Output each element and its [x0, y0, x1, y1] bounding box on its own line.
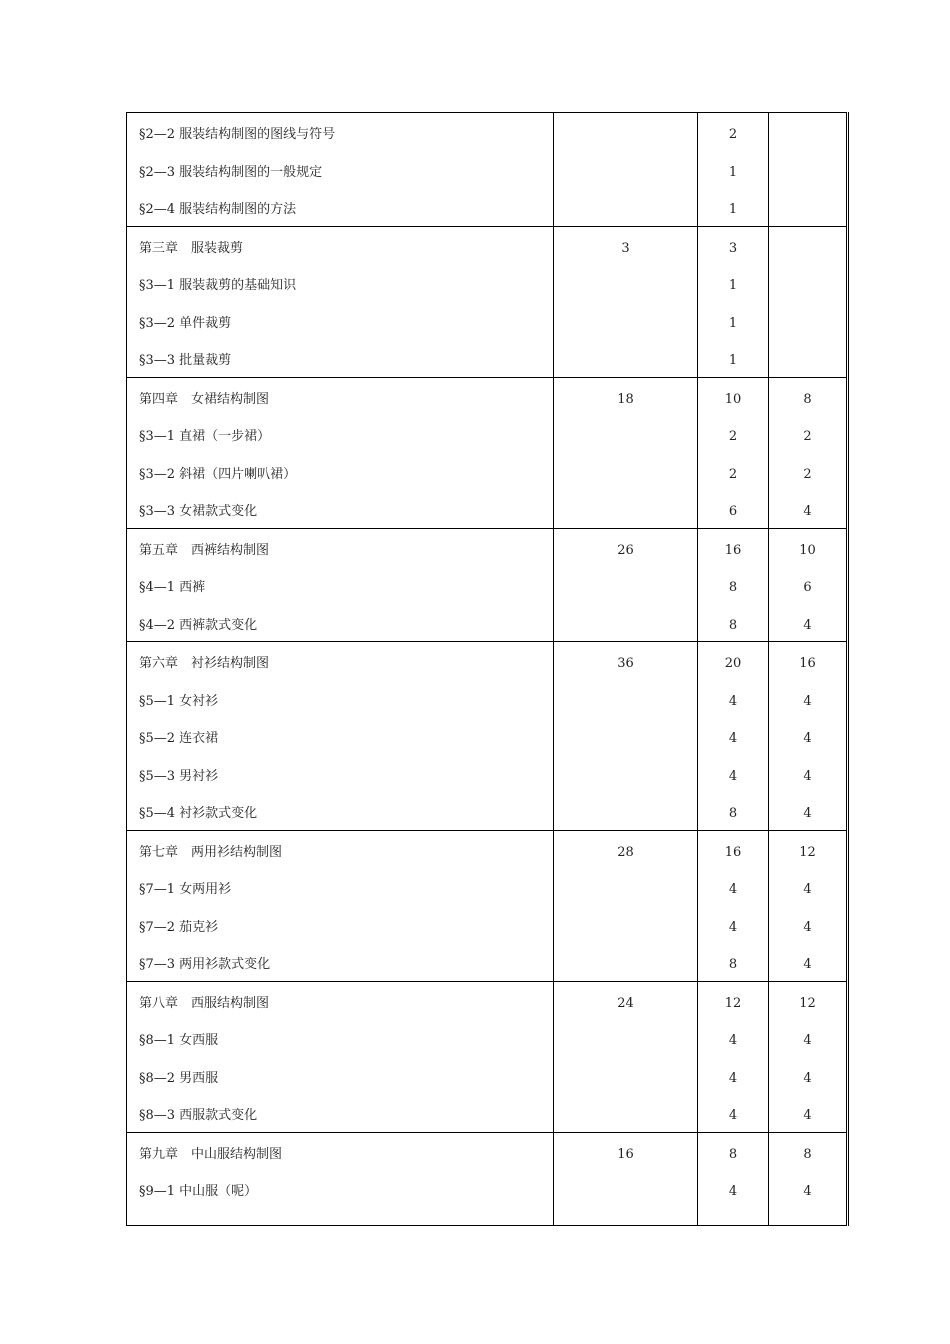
hours-value: 16 [799, 656, 816, 671]
hours-value [554, 1057, 697, 1095]
hours-value: 4 [803, 731, 812, 746]
topic-cell [127, 1132, 554, 1225]
hours-value [554, 792, 697, 830]
hours-value: 8 [728, 617, 738, 633]
topic-line: §5—4 衬衫款式变化 [139, 806, 258, 821]
practice-hours-cell [769, 528, 848, 642]
table-row [127, 830, 848, 981]
hours-value: 3 [728, 240, 738, 256]
hours-value [554, 1170, 697, 1208]
hours-value [554, 1019, 697, 1057]
curriculum-hours-table [126, 112, 849, 1226]
hours-value [554, 717, 697, 755]
hours-value [554, 868, 697, 906]
hours-value: 4 [803, 617, 812, 633]
topic-cell [127, 830, 554, 981]
hours-value: 6 [728, 504, 738, 519]
hours-value: 8 [728, 806, 738, 821]
hours-value [769, 339, 846, 377]
hours-value: 4 [803, 806, 812, 821]
hours-value [554, 415, 697, 453]
hours-value: 16 [724, 844, 742, 860]
hours-value: 1 [728, 315, 738, 331]
topic-line: 第八章 西服结构制图 [139, 995, 270, 1011]
theory-hours-cell [698, 1132, 769, 1225]
hours-value: 10 [724, 391, 742, 407]
hours-value: 4 [728, 882, 738, 897]
hours-value: 4 [803, 504, 812, 519]
hours-value [554, 566, 697, 604]
topic-line: 第七章 两用衫结构制图 [139, 844, 283, 860]
topic-line: §7—2 茄克衫 [139, 919, 219, 935]
table-row [127, 113, 848, 227]
hours-value [554, 264, 697, 302]
topic-line: §8—3 西服款式变化 [139, 1108, 258, 1123]
total-hours-cell [554, 981, 698, 1132]
total-hours-cell [554, 226, 698, 377]
hours-value [554, 906, 697, 944]
topic-line: §9—1 中山服（呢） [139, 1184, 258, 1199]
practice-hours-cell [769, 981, 848, 1132]
practice-hours-cell [769, 1132, 848, 1225]
hours-value: 18 [617, 391, 634, 407]
table-body [127, 113, 848, 1226]
hours-value: 12 [724, 995, 742, 1011]
hours-value: 4 [728, 731, 738, 746]
total-hours-cell [554, 1132, 698, 1225]
theory-hours-cell [698, 113, 769, 227]
topic-cell [127, 113, 554, 227]
hours-value: 4 [803, 1033, 812, 1048]
hours-value: 8 [803, 391, 812, 407]
hours-value [769, 302, 846, 340]
hours-value [554, 453, 697, 491]
hours-value [769, 151, 846, 189]
hours-value [554, 680, 697, 718]
hours-value: 8 [728, 580, 738, 595]
topic-line: §5—3 男衬衫 [139, 768, 219, 784]
topic-line: §4—2 西裤款式变化 [139, 617, 258, 633]
theory-hours-cell [698, 528, 769, 642]
topic-line: §5—2 连衣裙 [139, 731, 219, 746]
hours-value: 20 [724, 656, 742, 671]
total-hours-cell [554, 528, 698, 642]
hours-value: 28 [617, 844, 634, 860]
hours-value: 10 [799, 542, 816, 558]
hours-value: 4 [803, 1070, 812, 1086]
hours-value: 4 [803, 882, 812, 897]
topic-cell [127, 226, 554, 377]
table-row [127, 981, 848, 1132]
hours-value [554, 490, 697, 528]
topic-line: §3—1 服装裁剪的基础知识 [139, 278, 297, 293]
hours-value: 3 [621, 240, 630, 256]
topic-cell [127, 377, 554, 528]
hours-value: 4 [803, 768, 812, 784]
topic-line: 第五章 西裤结构制图 [139, 542, 270, 558]
hours-value: 6 [803, 580, 812, 595]
topic-line: §3—2 单件裁剪 [139, 315, 232, 331]
topic-line: §8—2 男西服 [139, 1070, 219, 1086]
hours-value: 8 [728, 1146, 738, 1162]
hours-value: 1 [728, 278, 738, 293]
table-row [127, 642, 848, 831]
topic-line: §2—3 服装结构制图的一般规定 [139, 164, 323, 180]
practice-hours-cell [769, 377, 848, 528]
hours-value [554, 755, 697, 793]
hours-value [554, 1094, 697, 1132]
hours-value: 8 [728, 957, 738, 972]
hours-value [769, 113, 846, 151]
hours-value [554, 604, 697, 642]
hours-value [769, 227, 846, 265]
hours-value: 12 [799, 995, 816, 1011]
topic-line: 第四章 女裙结构制图 [139, 391, 270, 407]
total-hours-cell [554, 830, 698, 981]
total-hours-cell [554, 377, 698, 528]
hours-value: 4 [728, 1184, 738, 1199]
table-row [127, 528, 848, 642]
hours-value [769, 188, 846, 226]
hours-value: 4 [803, 1184, 812, 1199]
hours-value [554, 302, 697, 340]
topic-line: §3—2 斜裙（四片喇叭裙） [139, 466, 297, 482]
hours-value: 4 [803, 693, 812, 709]
topic-cell [127, 528, 554, 642]
hours-value: 4 [728, 1070, 738, 1086]
theory-hours-cell [698, 226, 769, 377]
hours-value: 2 [728, 127, 738, 142]
hours-value [554, 339, 697, 377]
hours-value: 12 [799, 844, 816, 860]
hours-value: 4 [803, 919, 812, 935]
topic-line: 第六章 衬衫结构制图 [139, 656, 270, 671]
theory-hours-cell [698, 981, 769, 1132]
practice-hours-cell [769, 830, 848, 981]
table-row [127, 226, 848, 377]
hours-value: 1 [728, 353, 738, 368]
hours-value: 2 [803, 466, 812, 482]
hours-value: 26 [617, 542, 634, 558]
hours-value: 4 [728, 1033, 738, 1048]
hours-value: 4 [728, 919, 738, 935]
topic-line: §5—1 女衬衫 [139, 693, 219, 709]
topic-line: §7—3 两用衫款式变化 [139, 957, 271, 972]
theory-hours-cell [698, 830, 769, 981]
hours-value [554, 188, 697, 226]
practice-hours-cell [769, 642, 848, 831]
topic-line: §7—1 女两用衫 [139, 882, 232, 897]
hours-value: 1 [728, 164, 738, 180]
hours-value: 16 [724, 542, 742, 558]
hours-value: 4 [803, 1108, 812, 1123]
hours-value: 2 [728, 429, 738, 444]
hours-value: 4 [728, 768, 738, 784]
hours-value [554, 113, 697, 151]
hours-value: 4 [728, 1108, 738, 1123]
topic-cell [127, 981, 554, 1132]
hours-value [769, 264, 846, 302]
total-hours-cell [554, 113, 698, 227]
theory-hours-cell [698, 377, 769, 528]
hours-value: 1 [728, 202, 738, 217]
topic-line: 第九章 中山服结构制图 [139, 1146, 283, 1162]
hours-value: 2 [803, 429, 812, 444]
practice-hours-cell [769, 226, 848, 377]
theory-hours-cell [698, 642, 769, 831]
hours-value: 8 [803, 1146, 812, 1162]
topic-line: 第三章 服装裁剪 [139, 240, 244, 256]
topic-cell [127, 642, 554, 831]
hours-value: 4 [728, 693, 738, 709]
table-row [127, 1132, 848, 1225]
topic-line: §3—3 批量裁剪 [139, 353, 232, 368]
hours-value [554, 943, 697, 981]
hours-value: 24 [617, 995, 634, 1011]
hours-value: 2 [728, 466, 738, 482]
hours-value: 36 [617, 656, 634, 671]
table-row [127, 377, 848, 528]
practice-hours-cell [769, 113, 848, 227]
topic-line: §4—1 西裤 [139, 580, 206, 595]
topic-line: §2—2 服装结构制图的图线与符号 [139, 127, 336, 142]
topic-line: §3—3 女裙款式变化 [139, 504, 258, 519]
topic-line: §2—4 服装结构制图的方法 [139, 202, 297, 217]
hours-value: 4 [803, 957, 812, 972]
hours-value [554, 151, 697, 189]
topic-line: §3—1 直裙（一步裙） [139, 429, 271, 444]
topic-line: §8—1 女西服 [139, 1033, 219, 1048]
hours-value: 16 [617, 1146, 634, 1162]
total-hours-cell [554, 642, 698, 831]
